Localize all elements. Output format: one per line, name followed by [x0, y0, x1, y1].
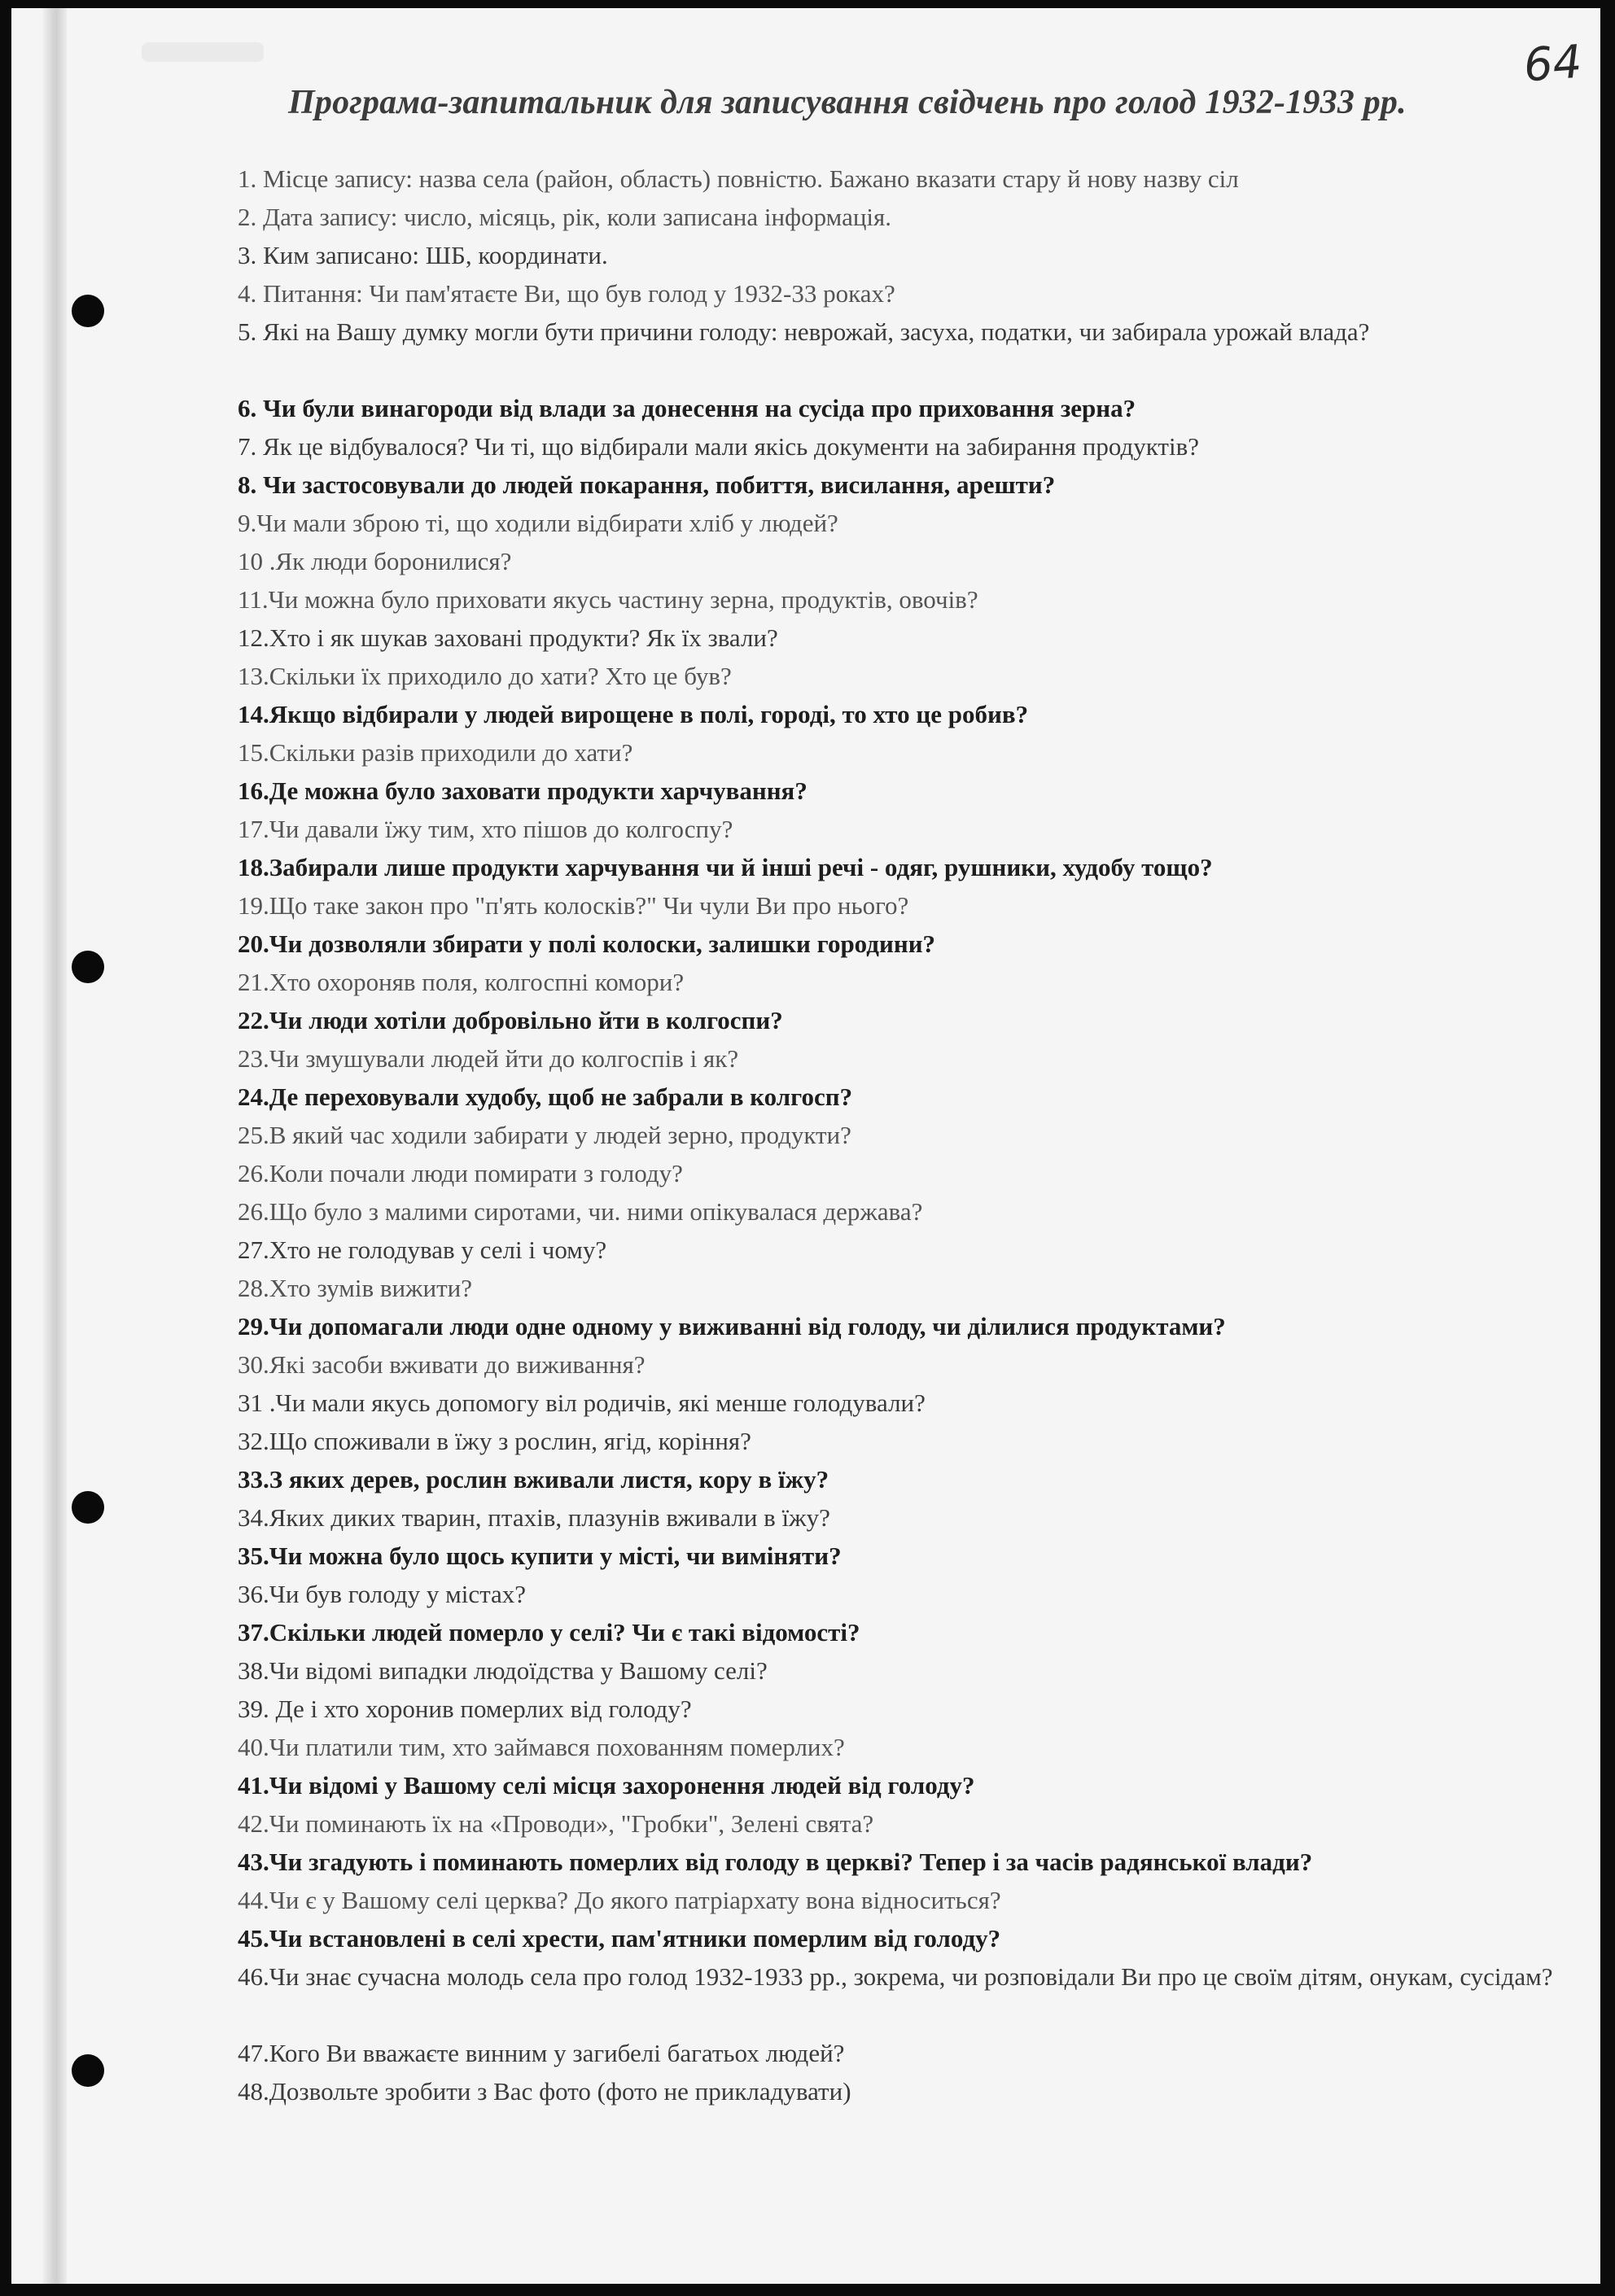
question-item: 21.Хто охороняв поля, колгоспні комори? — [238, 968, 685, 996]
question-item: 38.Чи відомі випадки людоїдства у Вашому селі? — [238, 1656, 768, 1685]
question-item: 24.Де переховували худобу, щоб не забрали в колгосп? — [238, 1082, 853, 1111]
question-item: 22.Чи люди хотіли добровільно йти в колгоспи? — [238, 1006, 783, 1034]
question-item: 14.Якщо відбирали у людей вирощене в полі, городі, то хто це робив? — [238, 700, 1029, 728]
document-title: Програма-запитальник для записування свідчень про голод 1932-1933 рр. — [288, 84, 1407, 121]
punch-hole — [72, 1491, 104, 1524]
question-item: 48.Дозвольте зробити з Вас фото (фото не прикладувати) — [238, 2077, 851, 2106]
question-item: 25.В який час ходили забирати у людей зерно, продукти? — [238, 1121, 851, 1149]
question-item: 15.Скільки разів приходили до хати? — [238, 738, 633, 767]
question-item: 12.Хто і як шукав заховані продукти? Як їх звали? — [238, 623, 778, 652]
question-item: 20.Чи дозволяли збирати у полі колоски, залишки городини? — [238, 929, 936, 958]
question-item: 31 .Чи мали якусь допомогу віл родичів, які менше голодували? — [238, 1389, 926, 1417]
question-item: 9.Чи мали зброю ті, що ходили відбирати хліб у людей? — [238, 509, 838, 537]
question-item: 26.Коли почали люди помирати з голоду? — [238, 1159, 683, 1187]
document-page — [11, 8, 1600, 2284]
question-item: 42.Чи поминають їх на «Проводи», "Гробки", Зелені свята? — [238, 1809, 874, 1838]
question-item: 40.Чи платили тим, хто займався похованням померлих? — [238, 1733, 845, 1761]
question-item: 5. Які на Вашу думку могли бути причини голоду: неврожай, засуха, податки, чи забирала урожай влада? — [238, 317, 1370, 346]
question-item: 47.Кого Ви вважаєте винним у загибелі багатьох людей? — [238, 2039, 845, 2067]
question-item: 16.Де можна було заховати продукти харчування? — [238, 776, 808, 805]
question-item: 46.Чи знає сучасна молодь села про голод 1932-1933 рр., зокрема, чи розповідали Ви про це своїм дітям, онукам, сусідам? — [238, 1962, 1553, 1991]
scan-margin-strip — [42, 8, 67, 2284]
question-item: 8. Чи застосовували до людей покарання, побиття, висилання, арешти? — [238, 470, 1056, 499]
question-item: 32.Що споживали в їжу з рослин, ягід, коріння? — [238, 1427, 751, 1455]
question-item: 17.Чи давали їжу тим, хто пішов до колгоспу? — [238, 815, 733, 843]
punch-hole — [72, 2054, 104, 2087]
handwritten-page-number: 64 — [1521, 35, 1584, 93]
question-item: 41.Чи відомі у Вашому селі місця захоронення людей від голоду? — [238, 1771, 975, 1800]
question-item: 18.Забирали лише продукти харчування чи й інші речі - одяг, рушники, худобу тощо? — [238, 853, 1213, 881]
question-item: 19.Що таке закон про "п'ять колосків?" Чи чули Ви про нього? — [238, 891, 909, 920]
punch-hole — [72, 951, 104, 983]
question-item: 29.Чи допомагали люди одне одному у виживанні від голоду, чи ділилися продуктами? — [238, 1312, 1226, 1340]
question-item: 23.Чи змушували людей йти до колгоспів і як? — [238, 1044, 739, 1073]
question-item: 1. Місце запису: назва села (район, область) повністю. Бажано вказати стару й нову назву сіл — [238, 164, 1239, 193]
question-list — [238, 160, 1581, 2106]
question-item: 30.Які засоби вживати до виживання? — [238, 1350, 646, 1379]
question-item: 10 .Як люди боронилися? — [238, 547, 512, 575]
question-item: 6. Чи були винагороди від влади за донесення на сусіда про приховання зерна? — [238, 394, 1136, 422]
question-item: 34.Яких диких тварин, птахів, плазунів вживали в їжу? — [238, 1503, 830, 1532]
question-item: 7. Як це відбувалося? Чи ті, що відбирали мали якісь документи на забирання продуктів? — [238, 432, 1199, 461]
question-item: 37.Скільки людей померло у селі? Чи є такі відомості? — [238, 1618, 860, 1647]
question-item: 28.Хто зумів вижити? — [238, 1274, 472, 1302]
question-item: 13.Скільки їх приходило до хати? Хто це був? — [238, 662, 732, 690]
punch-hole — [72, 295, 104, 327]
question-item: 35.Чи можна було щось купити у місті, чи виміняти? — [238, 1542, 842, 1570]
question-item: 44.Чи є у Вашому селі церква? До якого патріархату вона відноситься? — [238, 1886, 1001, 1914]
question-item: 39. Де і хто хоронив померлих від голоду? — [238, 1695, 692, 1723]
question-item: 33.З яких дерев, рослин вживали листя, кору в їжу? — [238, 1465, 829, 1493]
question-item: 26.Що було з малими сиротами, чи. ними опікувалася держава? — [238, 1197, 923, 1226]
question-item: 36.Чи був голоду у містах? — [238, 1580, 527, 1608]
question-item: 11.Чи можна було приховати якусь частину зерна, продуктів, овочів? — [238, 585, 978, 614]
question-item: 27.Хто не голодував у селі і чому? — [238, 1235, 607, 1264]
question-item: 3. Ким записано: ШБ, координати. — [238, 241, 608, 269]
question-item: 43.Чи згадують і поминають померлих від голоду в церкві? Тепер і за часів радянської влади? — [238, 1848, 1313, 1876]
question-item: 45.Чи встановлені в селі хрести, пам'ятники померлим від голоду? — [238, 1924, 1001, 1953]
question-item: 4. Питання: Чи пам'ятаєте Ви, що був голод у 1932-33 роках? — [238, 279, 895, 308]
faded-stamp — [142, 42, 264, 62]
question-item: 2. Дата запису: число, місяць, рік, коли записана інформація. — [238, 203, 892, 231]
